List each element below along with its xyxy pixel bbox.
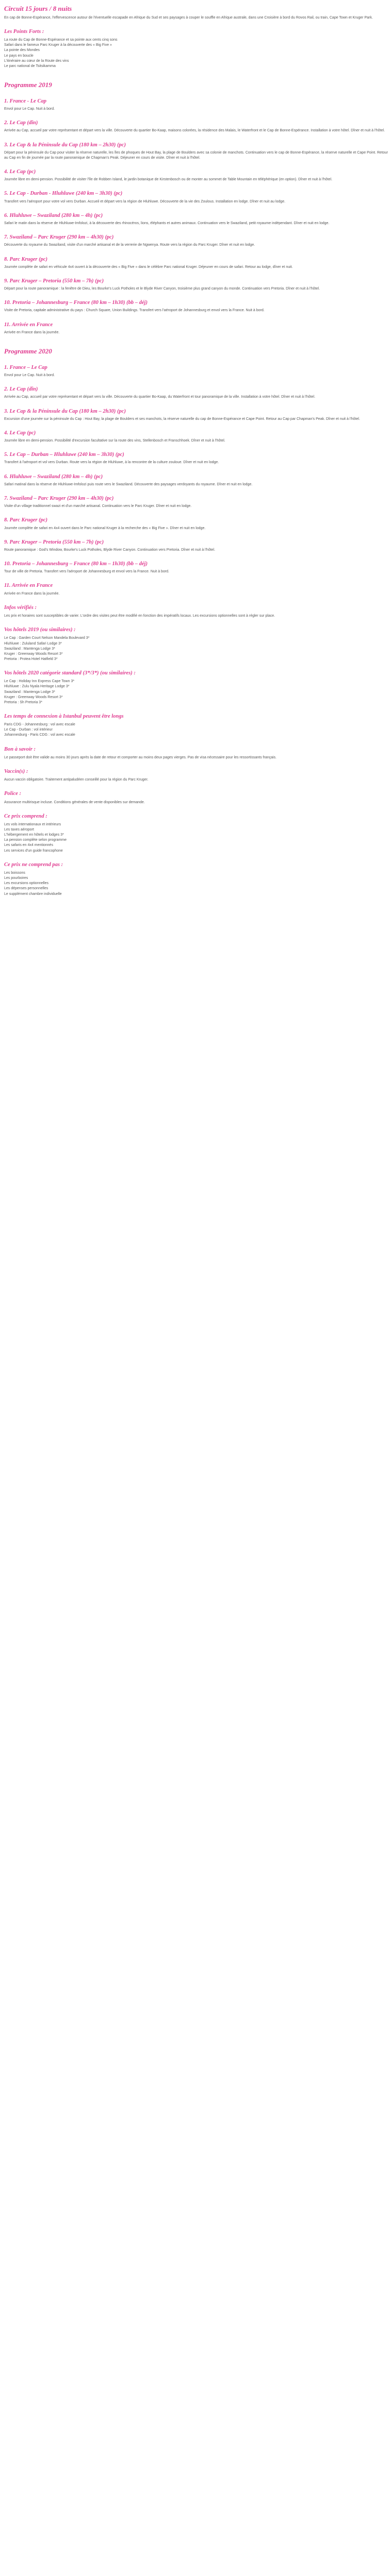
day-body: Excursion d'une journée sur la péninsule du Cap : Hout Bay, la plage de Boulders et ses manchots, la réserve naturelle du cap de Bonne-Espérance et Cape Point. Retour au Cap par Chapman's Peak. Dîner et nuit à l'hôtel. (4, 417, 360, 421)
day-body: Visite d'un village traditionnel swazi et d'un marché artisanal. Continuation vers le Parc Kruger. Dîner et nuit en lodge. (4, 504, 192, 509)
non-inclus-section (4, 861, 388, 897)
programme-2020-section (4, 347, 388, 597)
day-block (4, 119, 388, 133)
day-body: Journée complète de safari en véhicule 4x4 ouvert à la découverte des « Big Five » dans le célèbre Parc national Kruger. Déjeuner en cours de safari. Retour au lodge, dîner et nuit. (4, 265, 293, 269)
day-title: 6. Hluhluwe – Swaziland (280 km – 4h) (pc) (4, 212, 103, 218)
list-item: Le Cap : Holiday Inn Express Cape Town 3* (4, 680, 75, 684)
day-title: 5. Le Cap – Durban – Hluhluwe (240 km – 3h30) (pc) (4, 452, 124, 458)
day-body: Arrivée en France dans la journée. (4, 591, 60, 596)
bon-savoir-body: Le passeport doit être valide au moins 30 jours après la date de retour et comporter au moins deux pages vierges. Pas de visa nécessaire pour les ressortissants français. (4, 755, 277, 759)
programme-2020-title: Programme 2020 (4, 347, 52, 355)
list-item: Les dépenses personnelles (4, 887, 48, 891)
day-block (4, 233, 388, 248)
day-body: Arrivée en France dans la journée. (4, 330, 60, 334)
inclus-list (4, 822, 388, 854)
day-block (4, 408, 388, 422)
day-body: Route panoramique : God's Window, Bourke's Luck Potholes, Blyde River Canyon. Continuation vers Pretoria. Dîner et nuit à l'hôtel. (4, 548, 216, 552)
day-body: Tour de ville de Pretoria. Transfert vers l'aéroport de Johannesburg et envol vers la France. Nuit à bord. (4, 570, 170, 574)
day-block (4, 277, 388, 292)
list-item: L'itinéraire au cœur de la Route des vins (4, 59, 69, 63)
inclus-title: Ce prix comprend : (4, 813, 47, 819)
day-block (4, 473, 388, 487)
inclus-section (4, 812, 388, 854)
list-item: Le Cap - Durban : vol intérieur (4, 728, 53, 732)
list-item: Les safaris en 4x4 mentionnés (4, 843, 53, 848)
non-inclus-list (4, 871, 388, 897)
day-title: 11. Arrivée en France (4, 583, 53, 589)
day-block (4, 212, 388, 226)
list-item: L'hébergement en hôtels et lodges 3* (4, 833, 64, 837)
hotels-2020-section (4, 669, 388, 705)
intro-section (4, 4, 388, 21)
circuit-title: Circuit 15 jours / 8 nuits (4, 5, 72, 12)
points-forts-title: Les Points Forts : (4, 28, 44, 35)
day-block (4, 451, 388, 465)
list-item: La pointe des Mondes (4, 48, 40, 53)
police-section (4, 790, 388, 805)
points-forts-section (4, 28, 388, 69)
day-title: 6. Hluhluwe – Swaziland (280 km – 4h) (pc) (4, 473, 103, 480)
list-item: Paris CDG - Johannesburg : vol avec escale (4, 723, 75, 727)
list-item: Safari dans le fameux Parc Kruger à la découverte des « Big Five » (4, 43, 112, 47)
day-title: 9. Parc Kruger – Pretoria (550 km – 7h) (pc) (4, 539, 104, 545)
day-title: 3. Le Cap & la Péninsule du Cap (180 km – 2h30) (pc) (4, 408, 126, 414)
day-body: Arrivée au Cap, accueil par votre représentant et départ vers la ville. Découverte du quartier Bo-Kaap, du Waterfront et tour panoramique de la ville. Installation à votre hôtel. Dîner et nuit à l'hôtel. (4, 395, 316, 399)
day-title: 10. Pretoria – Johannesburg – France (80 km – 1h30) (bb – déj) (4, 561, 148, 567)
notes-section (4, 604, 388, 619)
day-title: 7. Swaziland – Parc Kruger (290 km – 4h30) (pc) (4, 495, 114, 501)
circuit-lead: En cap de Bonne-Espérance, l'effervescence autour de l'éventuelle escapade en Afrique du Sud et ses paysages à couper le souffle en Afrique australe, dans une Croisière à bord du Rovos Rail, ou train, Cape Town et Kruger Park. (4, 15, 373, 20)
day-block (4, 385, 388, 400)
notes-body: Les prix et horaires sont susceptibles de varier. L'ordre des visites peut être modifié en fonction des impératifs locaux. Les excursions optionnelles sont à régler sur place. (4, 614, 275, 618)
list-item: Kruger : Greenway Woods Resort 3* (4, 695, 63, 699)
correspondance-section (4, 713, 388, 738)
page (0, 0, 391, 909)
day-body: Transfert à l'aéroport et vol vers Durban. Route vers la région de Hluhluwe, à la rencontre de la culture zouloue. Dîner et nuit en lodge. (4, 461, 219, 465)
day-block (4, 168, 388, 182)
day-body: Journée libre en demi-pension. Possibilité d'excursion facultative sur la route des vins, Stellenbosch et Franschhoek. Dîner et nuit à l'hôtel. (4, 439, 225, 443)
day-block (4, 141, 388, 161)
day-title: 5. Le Cap - Durban - Hluhluwe (240 km – 3h30) (pc) (4, 191, 123, 197)
correspondance-title: Les temps de connexion à Istanbul peuvent être longs (4, 713, 124, 719)
hotels-2019-list (4, 636, 388, 662)
notes-title: Infos vérifiés : (4, 604, 37, 611)
non-inclus-title: Ce prix ne comprend pas : (4, 861, 63, 868)
day-body: Départ pour la route panoramique : la fenêtre de Dieu, les Bourke's Luck Potholes et le Blyde River Canyon, troisième plus grand canyon du monde. Continuation vers Pretoria. Dîner et nuit à l'hôtel. (4, 287, 320, 291)
programme-2019-title: Programme 2019 (4, 81, 52, 89)
hotels-2020-title: Vos hôtels 2020 catégorie standard (3*/3*) (ou similaires) : (4, 670, 136, 676)
list-item: Le supplément chambre individuelle (4, 892, 62, 896)
day-body: Envol pour Le Cap. Nuit à bord. (4, 107, 55, 111)
day-title: 8. Parc Kruger (pc) (4, 256, 47, 262)
day-body: Découverte du royaume du Swaziland, visite d'un marché artisanal et de la verrerie de Ngwenya. Route vers la région du Parc Kruger. Dîner et nuit en lodge. (4, 243, 255, 247)
day-block (4, 321, 388, 335)
day-block (4, 364, 388, 378)
list-item: Les vols internationaux et intérieurs (4, 822, 61, 826)
list-item: Swaziland : Mantenga Lodge 3* (4, 690, 55, 694)
list-item: Les excursions optionnelles (4, 882, 48, 886)
day-body: Journée complète de safari en 4x4 ouvert dans le Parc national Kruger à la recherche des « Big Five ». Dîner et nuit en lodge. (4, 526, 206, 530)
hotels-2019-section (4, 626, 388, 662)
day-block (4, 299, 388, 313)
day-body: Visite de Pretoria, capitale administrative du pays : Church Square, Union Buildings. Transfert vers l'aéroport de Johannesburg et envol vers la France. Nuit à bord. (4, 309, 265, 313)
day-block (4, 516, 388, 531)
day-body: Journée libre en demi-pension. Possibilité de visiter l'île de Robben Island, le jardin botanique de Kirstenbosch ou de monter au sommet de Table Mountain en téléphérique (en option). Dîner et nuit à l'hôtel. (4, 178, 333, 182)
day-block (4, 190, 388, 204)
list-item: Le pays en boucle (4, 54, 34, 58)
day-body: Arrivée au Cap, accueil par votre représentant et départ vers la ville. Découverte du quartier Bo-Kaap, maisons colorées, la résidence des Malais, le Waterfront et le Cap de Bonne-Espérance. Installation à votre hôtel. Dîner et nuit à l'hôtel. (4, 129, 385, 133)
day-title: 4. Le Cap (pc) (4, 430, 36, 436)
day-title: 3. Le Cap & la Péninsule du Cap (180 km – 2h30) (pc) (4, 142, 126, 148)
list-item: Johannesburg - Paris CDG : vol avec escale (4, 733, 75, 737)
day-block (4, 429, 388, 444)
police-title: Police : (4, 791, 21, 797)
day-title: 2. Le Cap (dîn) (4, 386, 38, 393)
bon-savoir-section (4, 745, 388, 760)
list-item: Les boissons (4, 871, 25, 875)
hotels-2019-title: Vos hôtels 2019 (ou similaires) : (4, 627, 76, 633)
day-body: Transfert vers l'aéroport pour votre vol vers Durban. Accueil et départ vers la région de Hluhluwe. Découverte de la vie des Zoulous. Installation en lodge. Dîner et nuit au lodge. (4, 199, 286, 204)
day-title: 4. Le Cap (pc) (4, 169, 36, 175)
day-title: 11. Arrivée en France (4, 321, 53, 328)
bon-savoir-title: Bon à savoir : (4, 746, 36, 752)
day-block (4, 560, 388, 574)
list-item: Swaziland : Mantenga Lodge 3* (4, 647, 55, 651)
list-item: Les taxes aéroport (4, 828, 34, 832)
list-item: Hluhluwe : Zulu Nyala Heritage Lodge 3* (4, 685, 70, 689)
list-item: Les pourboires (4, 876, 28, 880)
list-item: Les services d'un guide francophone (4, 849, 63, 853)
day-title: 8. Parc Kruger (pc) (4, 517, 47, 523)
day-block (4, 538, 388, 553)
vaccins-section (4, 768, 388, 783)
list-item: Le parc national de Tsitsikamma (4, 64, 56, 68)
programme-2019-section (4, 80, 388, 335)
day-title: 9. Parc Kruger – Pretoria (550 km – 7h) (pc) (4, 278, 104, 284)
list-item: La route du Cap de Bonne-Espérance et sa pointe aux cents cinq sons (4, 38, 118, 42)
day-title: 7. Swaziland – Parc Kruger (290 km – 4h30) (pc) (4, 234, 114, 241)
day-block (4, 256, 388, 270)
day-body: Départ pour la péninsule du Cap pour visiter la réserve naturelle, les îles de phoques de Hout Bay, la plage de Boulders avec sa colonie de manchots. Continuation vers le cap de Bonne-Espérance, la réserve naturelle et Cape Point. Retour au Cap en fin de journée par la route panoramique de Chapman's Peak. Déjeuner en cours de visite. Dîner et nuit à l'hôtel. (4, 150, 388, 160)
day-title: 10. Pretoria – Johannesburg – France (80 km – 1h30) (bb – déj) (4, 300, 148, 306)
day-title: 1. France - Le Cap (4, 98, 46, 104)
list-item: Kruger : Greenway Woods Resort 3* (4, 652, 63, 656)
day-block (4, 97, 388, 112)
day-block (4, 495, 388, 509)
day-body: Safari matinal dans la réserve de Hluhluwe-Imfolozi puis route vers le Swaziland. Découverte des paysages verdoyants du royaume. Dîner et nuit en lodge. (4, 482, 253, 486)
day-body: Envol pour Le Cap. Nuit à bord. (4, 374, 55, 378)
day-title: 2. Le Cap (dîn) (4, 120, 38, 126)
hotels-2020-list (4, 679, 388, 705)
correspondance-list (4, 722, 388, 738)
day-body: Safari le matin dans la réserve de Hluhluwe-Imfolozi, à la découverte des rhinocéros, lions, éléphants et autres animaux. Continuation vers le Swaziland, petit royaume indépendant. Dîner et nuit en lodge. (4, 222, 330, 226)
list-item: Hluhluwe : Zululand Safari Lodge 3* (4, 641, 62, 646)
vaccins-body: Aucun vaccin obligatoire. Traitement antipaludéen conseillé pour la région du Parc Kruger. (4, 778, 149, 782)
list-item: Pretoria : Sh Pretoria 3* (4, 700, 42, 704)
day-block (4, 582, 388, 596)
police-body: Assurance multirisque incluse. Conditions générales de vente disponibles sur demande. (4, 800, 145, 804)
list-item: Pretoria : Protea Hotel Hatfield 3* (4, 657, 58, 661)
list-item: Le Cap : Garden Court Nelson Mandela Boulevard 3* (4, 636, 90, 640)
vaccins-title: Vaccin(s) : (4, 768, 28, 774)
day-title: 1. France – Le Cap (4, 364, 47, 370)
list-item: La pension complète selon programme (4, 838, 67, 842)
points-forts-list (4, 38, 388, 69)
